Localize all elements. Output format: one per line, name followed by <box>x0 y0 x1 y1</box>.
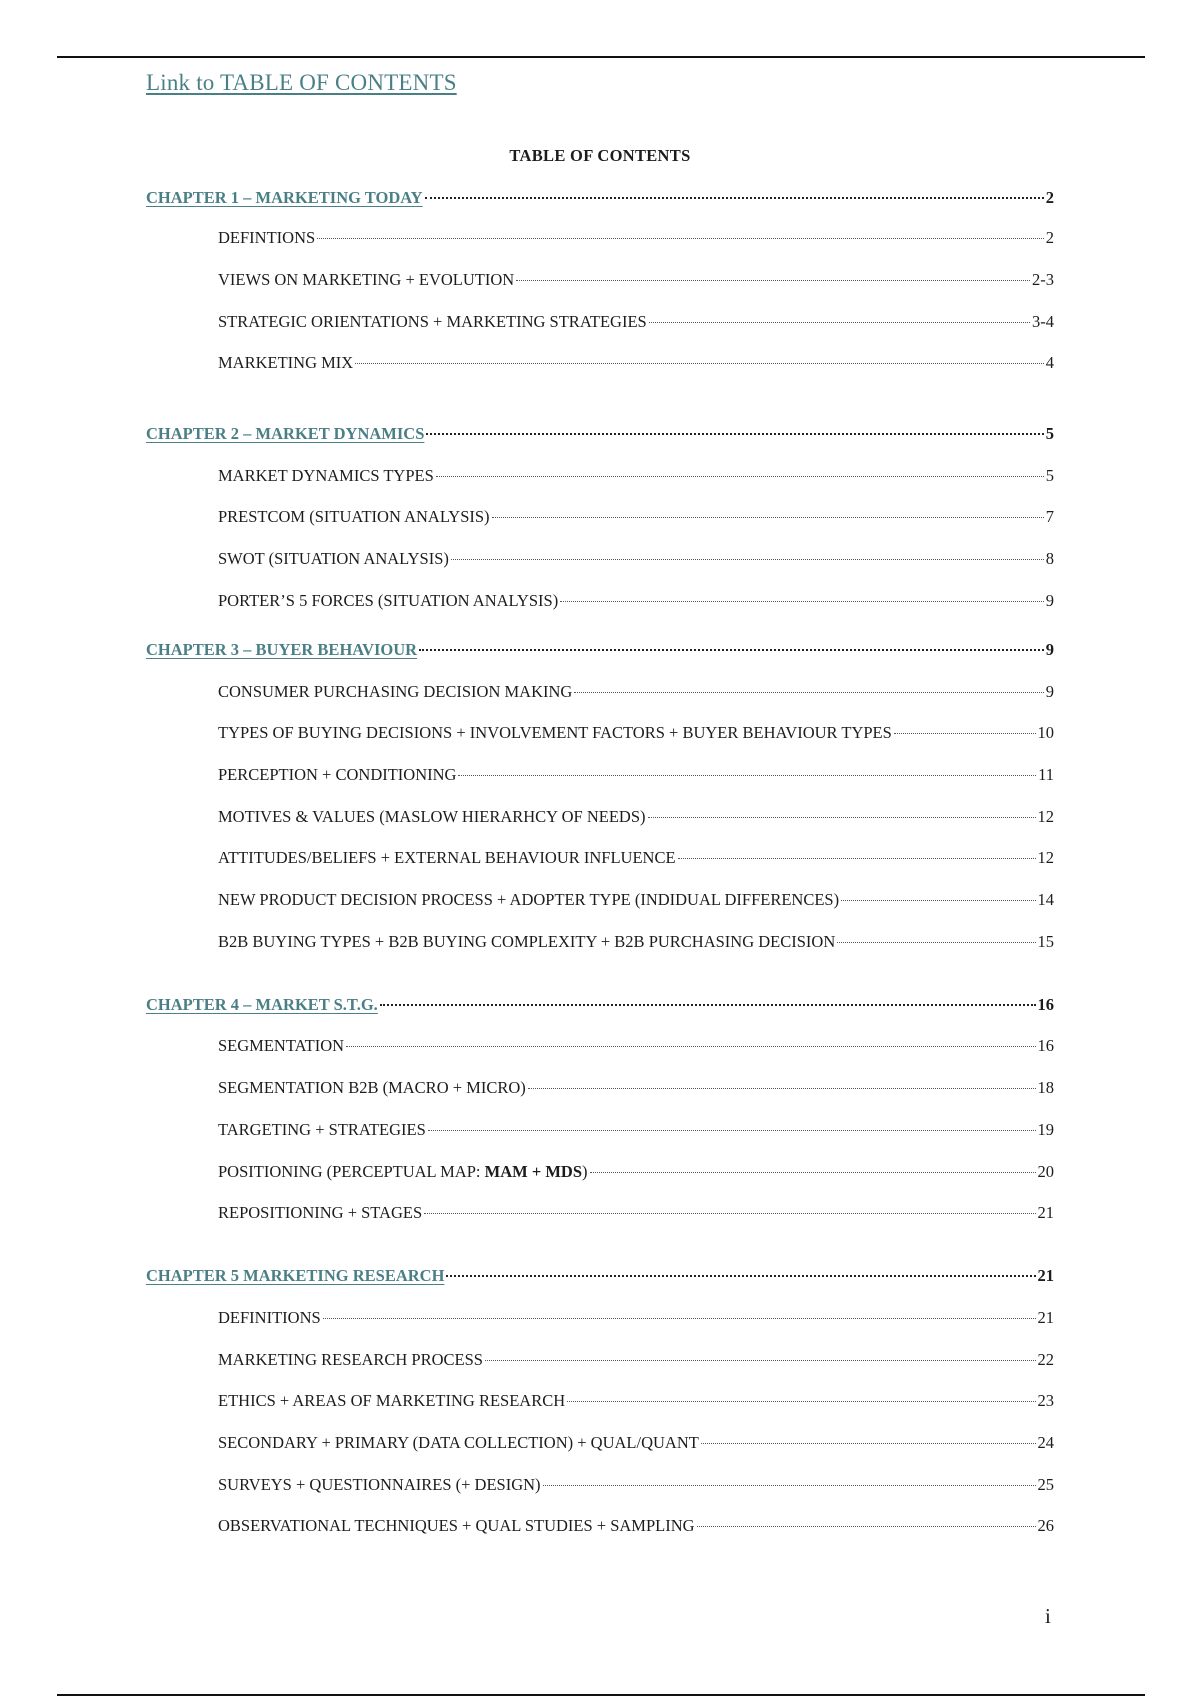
chapter-title[interactable]: CHAPTER 5 MARKETING RESEARCH <box>146 1266 445 1285</box>
toc-entry[interactable] <box>218 723 1054 743</box>
entry-page: 7 <box>1045 507 1054 526</box>
dot-leader <box>428 1130 1036 1131</box>
entry-title: SWOT (SITUATION ANALYSIS) <box>218 549 449 568</box>
toc-chapter-5[interactable] <box>146 1266 1054 1286</box>
page-number: i <box>1045 1604 1051 1628</box>
entry-title: SURVEYS + QUESTIONNAIRES (+ DESIGN) <box>218 1475 541 1494</box>
dot-leader <box>560 601 1044 602</box>
toc-entry[interactable] <box>218 765 1054 785</box>
dot-leader <box>458 775 1036 776</box>
dot-leader <box>516 280 1030 281</box>
entry-title: VIEWS ON MARKETING + EVOLUTION <box>218 270 515 289</box>
entry-page: 14 <box>1037 890 1054 909</box>
toc-entry[interactable] <box>218 1203 1054 1223</box>
entry-title: DEFINTIONS <box>218 228 316 247</box>
entry-title-text: POSITIONING (PERCEPTUAL MAP: <box>218 1162 485 1181</box>
dot-leader <box>346 1046 1035 1047</box>
dot-leader <box>648 817 1036 818</box>
toc-entry[interactable] <box>218 1433 1054 1453</box>
chapter-page: 21 <box>1037 1266 1054 1285</box>
dot-leader <box>543 1485 1036 1486</box>
dot-leader <box>528 1088 1036 1089</box>
toc-entry[interactable] <box>218 682 1054 702</box>
entry-title: PORTER’S 5 FORCES (SITUATION ANALYSIS) <box>218 591 559 610</box>
entry-title: TARGETING + STRATEGIES <box>218 1120 426 1139</box>
entry-page: 2-3 <box>1032 270 1054 289</box>
toc-chapter-3[interactable] <box>146 640 1054 660</box>
entry-title-bold: MAM + MDS <box>484 1162 583 1181</box>
toc-entry[interactable] <box>218 1078 1054 1098</box>
dot-leader <box>355 363 1044 364</box>
entry-page: 12 <box>1037 848 1054 867</box>
entry-title: SEGMENTATION B2B (MACRO + MICRO) <box>218 1078 526 1097</box>
chapter-page: 5 <box>1045 424 1054 443</box>
dot-leader <box>436 476 1044 477</box>
dot-leader <box>567 1401 1035 1402</box>
dot-leader <box>485 1360 1036 1361</box>
bottom-rule <box>57 1694 1145 1696</box>
dot-leader <box>446 1275 1035 1277</box>
entry-page: 8 <box>1045 549 1054 568</box>
dot-leader <box>701 1443 1036 1444</box>
dot-leader <box>678 858 1036 859</box>
chapter-page: 2 <box>1045 188 1054 207</box>
dot-leader <box>424 1213 1035 1214</box>
entry-page: 23 <box>1037 1391 1054 1410</box>
toc-entry[interactable] <box>218 591 1054 611</box>
entry-title: STRATEGIC ORIENTATIONS + MARKETING STRATEGIES <box>218 312 647 331</box>
entry-title: NEW PRODUCT DECISION PROCESS + ADOPTER TYPE (INDIDUAL DIFFERENCES) <box>218 890 840 909</box>
entry-page: 4 <box>1045 353 1054 372</box>
toc-entry[interactable] <box>218 549 1054 569</box>
entry-page: 20 <box>1037 1162 1054 1181</box>
entry-title: CONSUMER PURCHASING DECISION MAKING <box>218 682 573 701</box>
entry-title: ETHICS + AREAS OF MARKETING RESEARCH <box>218 1391 566 1410</box>
toc-entry[interactable] <box>218 228 1054 248</box>
dot-leader <box>451 559 1044 560</box>
entry-page: 21 <box>1037 1308 1054 1327</box>
entry-title: MARKETING MIX <box>218 353 354 372</box>
toc-entry[interactable] <box>218 1308 1054 1328</box>
entry-title: OBSERVATIONAL TECHNIQUES + QUAL STUDIES + SAMPLING <box>218 1516 695 1535</box>
toc-entry[interactable] <box>218 353 1054 373</box>
toc-entry[interactable] <box>218 1162 1054 1182</box>
toc-link[interactable]: Link to TABLE OF CONTENTS <box>146 70 457 95</box>
entry-title: MARKET DYNAMICS TYPES <box>218 466 434 485</box>
dot-leader <box>380 1004 1036 1006</box>
chapter-title[interactable]: CHAPTER 2 – MARKET DYNAMICS <box>146 424 425 443</box>
entry-page: 3-4 <box>1032 312 1054 331</box>
entry-page: 15 <box>1037 932 1054 951</box>
entry-title: DEFINITIONS <box>218 1308 321 1327</box>
dot-leader <box>574 692 1043 693</box>
entry-page: 25 <box>1037 1475 1054 1494</box>
entry-page: 16 <box>1037 1036 1054 1055</box>
toc-entry[interactable] <box>218 807 1054 827</box>
toc-entry[interactable] <box>218 932 1054 952</box>
dot-leader <box>841 900 1035 901</box>
chapter-page: 9 <box>1045 640 1054 659</box>
entry-page: 24 <box>1037 1433 1054 1452</box>
dot-leader <box>419 649 1044 651</box>
entry-title: PERCEPTION + CONDITIONING <box>218 765 457 784</box>
entry-page: 5 <box>1045 466 1054 485</box>
entry-page: 10 <box>1037 723 1054 742</box>
entry-page: 12 <box>1037 807 1054 826</box>
toc-entry[interactable] <box>218 1036 1054 1056</box>
entry-page: 9 <box>1045 591 1054 610</box>
toc-entry[interactable] <box>218 1516 1054 1536</box>
entry-title: PRESTCOM (SITUATION ANALYSIS) <box>218 507 490 526</box>
entry-page: 22 <box>1037 1350 1054 1369</box>
entry-page: 2 <box>1045 228 1054 247</box>
entry-page: 11 <box>1038 765 1054 784</box>
dot-leader <box>837 942 1035 943</box>
dot-leader <box>649 322 1030 323</box>
dot-leader <box>426 433 1043 435</box>
entry-page: 21 <box>1037 1203 1054 1222</box>
entry-title: REPOSITIONING + STAGES <box>218 1203 423 1222</box>
chapter-title[interactable]: CHAPTER 3 – BUYER BEHAVIOUR <box>146 640 418 659</box>
entry-title: B2B BUYING TYPES + B2B BUYING COMPLEXITY + B2B PURCHASING DECISION <box>218 932 836 951</box>
toc-entry[interactable] <box>218 312 1054 332</box>
dot-leader <box>425 197 1044 199</box>
toc-entry[interactable] <box>218 1391 1054 1411</box>
toc-entry[interactable] <box>218 270 1054 290</box>
toc-entry[interactable] <box>218 466 1054 486</box>
entry-title: MARKETING RESEARCH PROCESS <box>218 1350 483 1369</box>
dot-leader <box>323 1318 1036 1319</box>
entry-page: 9 <box>1045 682 1054 701</box>
toc-entry[interactable] <box>218 507 1054 527</box>
entry-title <box>218 1162 588 1182</box>
dot-leader <box>590 1172 1036 1173</box>
dot-leader <box>317 238 1044 239</box>
toc-chapter-2[interactable] <box>146 424 1054 444</box>
entry-title-suffix: ) <box>582 1162 588 1181</box>
toc-entry[interactable] <box>218 1475 1054 1495</box>
entry-page: 19 <box>1037 1120 1054 1139</box>
entry-title: ATTITUDES/BELIEFS + EXTERNAL BEHAVIOUR INFLUENCE <box>218 848 676 867</box>
entry-page: 26 <box>1037 1516 1054 1535</box>
entry-title: SECONDARY + PRIMARY (DATA COLLECTION) + QUAL/QUANT <box>218 1433 699 1452</box>
entry-title: SEGMENTATION <box>218 1036 345 1055</box>
toc-entry[interactable] <box>218 890 1054 910</box>
chapter-title[interactable]: CHAPTER 1 – MARKETING TODAY <box>146 188 423 207</box>
dot-leader <box>894 733 1036 734</box>
top-rule <box>57 56 1145 58</box>
toc-entry[interactable] <box>218 848 1054 868</box>
toc-entry[interactable] <box>218 1350 1054 1370</box>
dot-leader <box>492 517 1044 518</box>
chapter-page: 16 <box>1037 995 1054 1014</box>
entry-title: MOTIVES & VALUES (MASLOW HIERARHCY OF NEEDS) <box>218 807 646 826</box>
dot-leader <box>697 1526 1036 1527</box>
chapter-title[interactable]: CHAPTER 4 – MARKET S.T.G. <box>146 995 378 1014</box>
toc-heading: TABLE OF CONTENTS <box>509 146 691 165</box>
entry-title: TYPES OF BUYING DECISIONS + INVOLVEMENT FACTORS + BUYER BEHAVIOUR TYPES <box>218 723 892 742</box>
toc-entry[interactable] <box>218 1120 1054 1140</box>
toc-chapter-4[interactable] <box>146 995 1054 1015</box>
toc-chapter-1[interactable] <box>146 188 1054 208</box>
entry-page: 18 <box>1037 1078 1054 1097</box>
